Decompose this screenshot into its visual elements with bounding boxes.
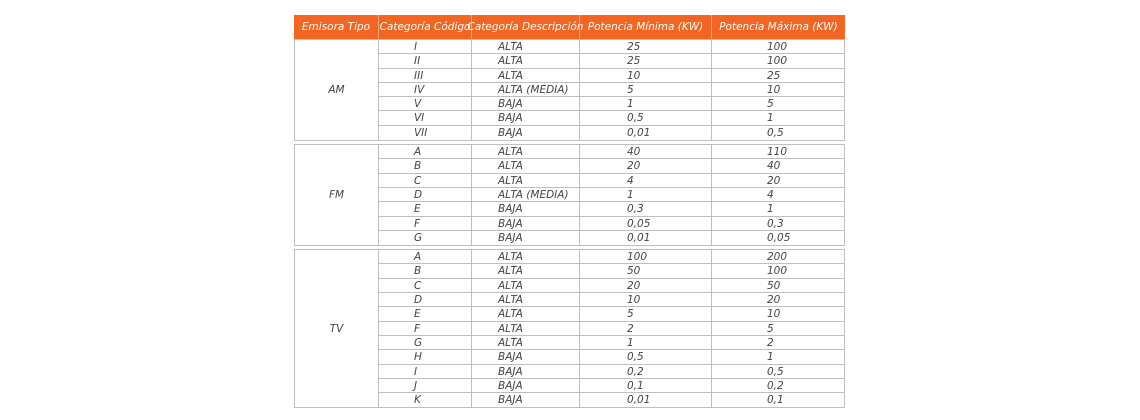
- potencia-maxima-cell: 0,05: [767, 231, 791, 244]
- potencia-maxima-cell: 0,2: [767, 379, 784, 392]
- categoria-descripcion-cell: ALTA: [472, 54, 580, 67]
- categoria-descripcion-cell: ALTA: [472, 307, 580, 320]
- potencia-minima-cell: 0,5: [580, 350, 712, 363]
- potencia-maxima-cell: 0,1: [767, 394, 784, 407]
- categoria-descripcion-cell: BAJA: [472, 111, 580, 124]
- potencia-minima-cell: 20: [580, 159, 712, 172]
- categoria-descripcion-cell: BAJA: [472, 217, 580, 230]
- potencia-maxima-cell: 100: [767, 41, 788, 53]
- potencia-minima-cell: 50: [580, 264, 712, 277]
- categoria-codigo-cell: B: [379, 264, 472, 277]
- categoria-descripcion-cell: BAJA: [472, 393, 580, 407]
- header-categoria-descripcion: Categoría Descripción: [472, 15, 580, 39]
- potencia-minima-cell: 5: [580, 83, 712, 96]
- categoria-codigo-cell: III: [379, 69, 472, 82]
- categoria-codigo-cell: A: [379, 250, 472, 263]
- categoria-descripcion-cell: ALTA: [472, 40, 580, 53]
- potencia-maxima-cell: 25: [767, 69, 781, 82]
- potencia-minima-cell: 25: [580, 40, 712, 53]
- potencia-minima-cell: 4: [580, 174, 712, 187]
- table-row: [379, 264, 844, 278]
- potencia-minima-cell: 0,3: [580, 202, 712, 215]
- potencia-maxima-cell: 0,5: [767, 126, 784, 139]
- potencia-maxima-cell: 50: [767, 279, 781, 292]
- categoria-descripcion-cell: ALTA: [472, 159, 580, 172]
- categoria-descripcion-cell: ALTA: [472, 174, 580, 187]
- potencia-maxima-cell: 10: [767, 83, 781, 96]
- potencia-maxima-cell: 5: [767, 98, 774, 111]
- table-row: [379, 69, 844, 83]
- table-row: [379, 145, 844, 159]
- potencia-maxima-cell: 2: [767, 336, 774, 349]
- potencia-maxima-cell: 0,3: [767, 217, 784, 230]
- categoria-codigo-cell: V: [379, 97, 472, 110]
- potencia-minima-cell: 1: [580, 188, 712, 201]
- potencia-minima-cell: 0,5: [580, 111, 712, 124]
- potencia-maxima-cell: 110: [767, 146, 788, 159]
- categoria-codigo-cell: C: [379, 279, 472, 292]
- categoria-codigo-cell: E: [379, 307, 472, 320]
- categoria-codigo-cell: E: [379, 202, 472, 215]
- potencia-maxima-cell: 20: [767, 174, 781, 187]
- categoria-descripcion-cell: ALTA: [472, 336, 580, 349]
- categoria-codigo-cell: G: [379, 336, 472, 349]
- categoria-codigo-cell: G: [379, 231, 472, 245]
- potencia-minima-cell: 2: [580, 322, 712, 335]
- table-row: [379, 188, 844, 202]
- group-fm: [294, 144, 845, 246]
- categoria-codigo-cell: I: [379, 365, 472, 378]
- group-rows: [379, 145, 844, 245]
- emisora-tipo-cell: TV: [295, 250, 379, 407]
- potencia-maxima-cell: 1: [767, 112, 774, 125]
- header-categoria-codigo: Categoría Código: [379, 15, 472, 39]
- table-body: [294, 39, 845, 408]
- potencia-maxima-cell: 1: [767, 203, 774, 216]
- categoria-codigo-cell: C: [379, 174, 472, 187]
- table-row: [379, 111, 844, 125]
- potencia-minima-cell: 25: [580, 54, 712, 67]
- categoria-codigo-cell: F: [379, 322, 472, 335]
- potencia-maxima-cell: 20: [767, 294, 781, 307]
- potencia-maxima-cell: 10: [767, 308, 781, 321]
- categoria-codigo-cell: B: [379, 159, 472, 172]
- power-category-table: [294, 15, 845, 408]
- table-row: [379, 336, 844, 350]
- potencia-maxima-cell: 100: [767, 265, 788, 278]
- categoria-descripcion-cell: ALTA (MEDIA): [472, 188, 580, 201]
- categoria-codigo-cell: IV: [379, 83, 472, 96]
- table-row: [379, 202, 844, 216]
- categoria-descripcion-cell: BAJA: [472, 365, 580, 378]
- table-row: [379, 40, 844, 54]
- header-emisora-tipo: Emisora Tipo: [294, 15, 379, 39]
- potencia-minima-cell: 1: [580, 97, 712, 110]
- emisora-tipo-cell: FM: [295, 145, 379, 245]
- table-header: [294, 15, 845, 39]
- potencia-minima-cell: 5: [580, 307, 712, 320]
- categoria-codigo-cell: VI: [379, 111, 472, 124]
- potencia-minima-cell: 0,1: [580, 379, 712, 392]
- table-row: [379, 293, 844, 307]
- table-row: [379, 322, 844, 336]
- table-row: [379, 174, 844, 188]
- categoria-descripcion-cell: BAJA: [472, 97, 580, 110]
- categoria-descripcion-cell: ALTA: [472, 322, 580, 335]
- table-row: [379, 279, 844, 293]
- table-row: [379, 250, 844, 264]
- emisora-tipo-cell: AM: [295, 40, 379, 140]
- potencia-maxima-cell: 200: [767, 251, 788, 264]
- potencia-minima-cell: 0,01: [580, 393, 712, 407]
- table-row: [379, 159, 844, 173]
- potencia-minima-cell: 100: [580, 250, 712, 263]
- potencia-maxima-cell: 100: [767, 55, 788, 68]
- potencia-minima-cell: 0,01: [580, 126, 712, 140]
- potencia-minima-cell: 1: [580, 336, 712, 349]
- table-row: [379, 379, 844, 393]
- categoria-descripcion-cell: BAJA: [472, 126, 580, 140]
- categoria-codigo-cell: D: [379, 188, 472, 201]
- categoria-codigo-cell: I: [379, 40, 472, 53]
- potencia-maxima-cell: 40: [767, 160, 781, 173]
- categoria-descripcion-cell: BAJA: [472, 350, 580, 363]
- potencia-minima-cell: 20: [580, 279, 712, 292]
- categoria-descripcion-cell: BAJA: [472, 202, 580, 215]
- categoria-descripcion-cell: BAJA: [472, 379, 580, 392]
- potencia-maxima-cell: 5: [767, 322, 774, 335]
- categoria-descripcion-cell: BAJA: [472, 231, 580, 245]
- header-potencia-maxima: Potencia Máxima (KW): [719, 21, 838, 33]
- group-rows: [379, 250, 844, 407]
- table-row: [379, 97, 844, 111]
- categoria-descripcion-cell: ALTA: [472, 264, 580, 277]
- categoria-codigo-cell: A: [379, 145, 472, 158]
- potencia-minima-cell: 10: [580, 69, 712, 82]
- potencia-maxima-cell: 4: [767, 188, 774, 201]
- categoria-descripcion-cell: ALTA: [472, 293, 580, 306]
- categoria-codigo-cell: F: [379, 217, 472, 230]
- table-row: [379, 307, 844, 321]
- categoria-codigo-cell: J: [379, 379, 472, 392]
- categoria-descripcion-cell: ALTA: [472, 279, 580, 292]
- categoria-codigo-cell: H: [379, 350, 472, 363]
- potencia-maxima-cell: 1: [767, 351, 774, 364]
- table-row: [379, 83, 844, 97]
- table-row: [379, 350, 844, 364]
- table-row: [379, 365, 844, 379]
- table-row: [379, 393, 844, 407]
- categoria-descripcion-cell: ALTA: [472, 250, 580, 263]
- categoria-codigo-cell: K: [379, 393, 472, 407]
- table-row: [379, 231, 844, 245]
- group-am: [294, 39, 845, 141]
- header-potencia-minima: Potencia Mínima (KW): [580, 15, 712, 39]
- potencia-minima-cell: 0,2: [580, 365, 712, 378]
- categoria-codigo-cell: II: [379, 54, 472, 67]
- group-rows: [379, 40, 844, 140]
- potencia-minima-cell: 40: [580, 145, 712, 158]
- categoria-codigo-cell: VII: [379, 126, 472, 140]
- table-row: [379, 126, 844, 140]
- group-tv: [294, 249, 845, 408]
- categoria-descripcion-cell: ALTA: [472, 145, 580, 158]
- categoria-descripcion-cell: ALTA (MEDIA): [472, 83, 580, 96]
- potencia-minima-cell: 10: [580, 293, 712, 306]
- categoria-descripcion-cell: ALTA: [472, 69, 580, 82]
- potencia-maxima-cell: 0,5: [767, 365, 784, 378]
- table-row: [379, 54, 844, 68]
- table-row: [379, 217, 844, 231]
- potencia-minima-cell: 0,05: [580, 217, 712, 230]
- categoria-codigo-cell: D: [379, 293, 472, 306]
- potencia-minima-cell: 0,01: [580, 231, 712, 245]
